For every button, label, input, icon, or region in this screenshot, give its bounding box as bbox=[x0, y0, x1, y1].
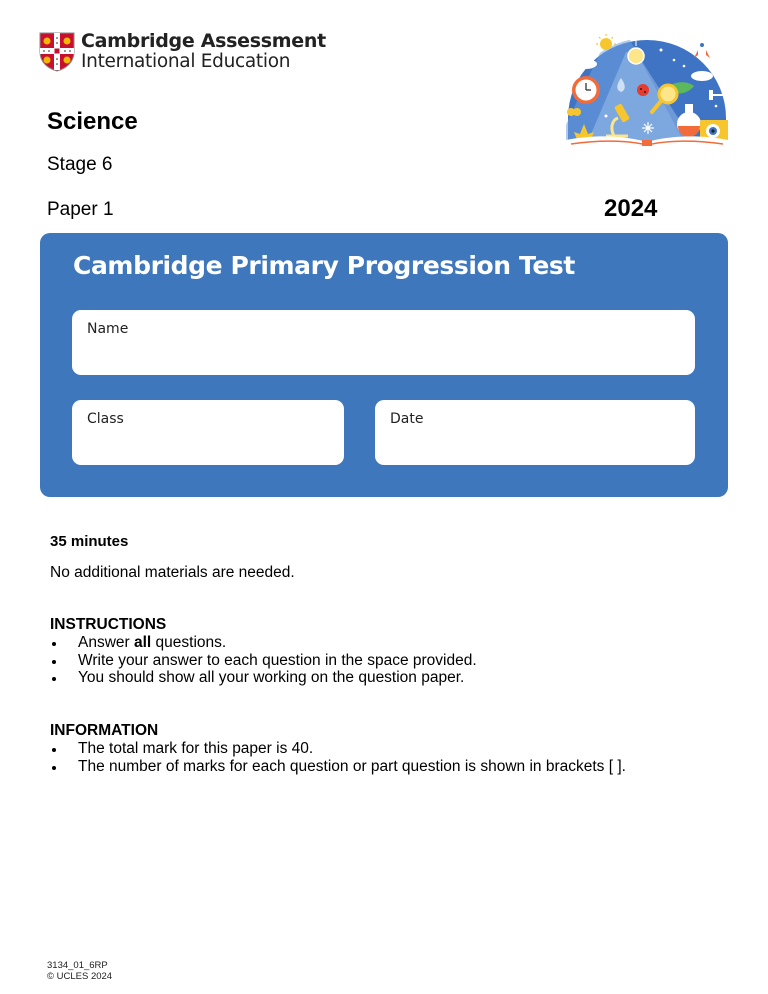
class-field[interactable] bbox=[72, 400, 344, 465]
information-item: The total mark for this paper is 40. bbox=[50, 740, 626, 758]
copyright: © UCLES 2024 bbox=[47, 971, 113, 982]
information-item: The number of marks for each question or part question is shown in brackets [ ]. bbox=[50, 758, 626, 776]
cambridge-shield-icon bbox=[39, 32, 75, 72]
instruction-item bbox=[50, 634, 477, 652]
materials-note: No additional materials are needed. bbox=[50, 564, 295, 581]
date-field[interactable] bbox=[375, 400, 695, 465]
instruction-item: Write your answer to each question in the space provided. bbox=[50, 652, 477, 670]
instruction-emphasis: all bbox=[134, 634, 152, 651]
name-field[interactable] bbox=[72, 310, 695, 375]
instruction-item: You should show all your working on the question paper. bbox=[50, 669, 477, 687]
science-collage-illustration bbox=[566, 32, 728, 150]
instructions-heading: INSTRUCTIONS bbox=[50, 616, 167, 633]
paper-label: Paper 1 bbox=[47, 199, 114, 220]
instruction-text: Answer bbox=[78, 634, 134, 651]
information-list bbox=[50, 740, 626, 775]
instruction-text: questions. bbox=[151, 634, 227, 651]
cambridge-logo bbox=[39, 32, 326, 72]
exam-duration: 35 minutes bbox=[50, 533, 129, 550]
name-field-label: Name bbox=[87, 321, 129, 337]
date-field-label: Date bbox=[390, 411, 424, 427]
exam-year: 2024 bbox=[604, 195, 658, 222]
org-name-line1: Cambridge Assessment bbox=[81, 30, 326, 53]
instructions-list bbox=[50, 634, 477, 687]
paper-code: 3134_01_6RP bbox=[47, 960, 108, 971]
subject-title: Science bbox=[47, 108, 138, 135]
stage-label: Stage 6 bbox=[47, 154, 113, 175]
org-name-line2: International Education bbox=[81, 51, 291, 73]
instructions-section bbox=[50, 616, 477, 687]
information-section bbox=[50, 722, 626, 775]
candidate-details-panel bbox=[40, 233, 728, 497]
footer bbox=[47, 960, 112, 982]
information-heading: INFORMATION bbox=[50, 722, 159, 739]
test-title: Cambridge Primary Progression Test bbox=[73, 251, 575, 280]
class-field-label: Class bbox=[87, 411, 124, 427]
